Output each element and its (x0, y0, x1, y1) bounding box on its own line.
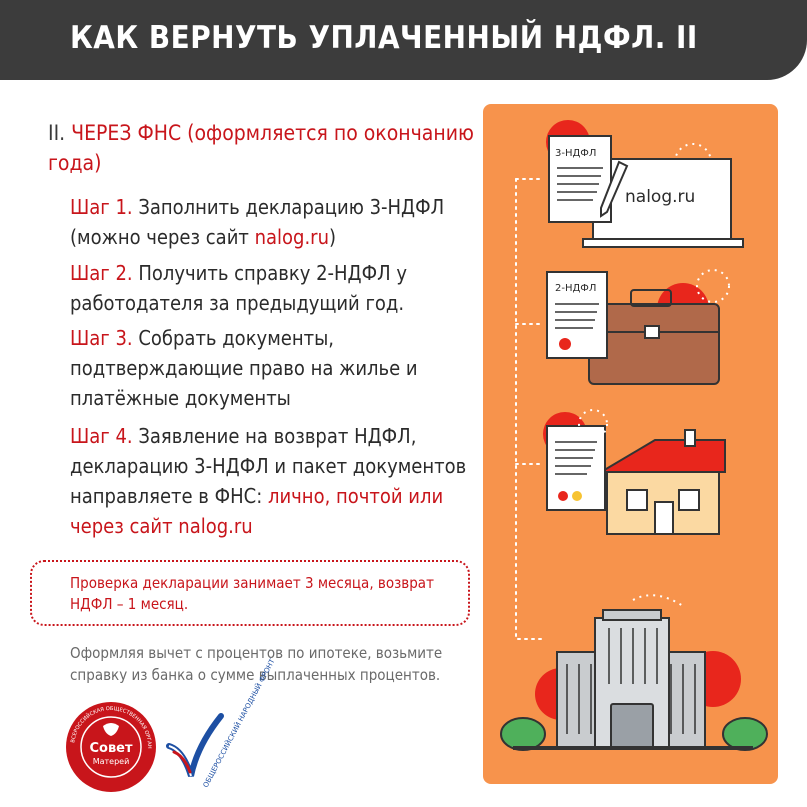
section-heading (48, 118, 478, 178)
page-title: КАК ВЕРНУТЬ УПЛАЧЕННЫЙ НДФЛ. II (70, 20, 698, 56)
step-1 (70, 192, 470, 252)
step-2-label: Шаг 2. (70, 261, 133, 285)
processing-time-notice (30, 560, 470, 626)
step-4-label: Шаг 4. (70, 424, 133, 448)
sovet-logo-main: Совет (89, 741, 133, 756)
step-2 (70, 258, 470, 318)
sovet-logo-ring: ВСЕРОССИЙСКАЯ ОБЩЕСТВЕННАЯ ОРГАН (70, 705, 153, 749)
note-text: Оформляя вычет с процентов по ипотеке, возьмите справку из банка о сумме выплаченных процентов. (70, 644, 443, 684)
onf-logo-text: ОБЩЕРОССИЙСКИЙ НАРОДНЫЙ ФРОНТ (201, 657, 277, 789)
briefcase-icon (589, 283, 719, 384)
section-number: II. (48, 121, 66, 145)
tax-office-building-icon (501, 595, 767, 750)
step-4-text: Заявление на возврат НДФЛ, декларацию 3-НДФЛ и пакет документов направляете в ФНС: (70, 424, 467, 508)
doc2-label: 2-НДФЛ (555, 283, 597, 294)
notice-text: Проверка декларации занимает 3 месяца, возврат НДФЛ – 1 месяц. (70, 574, 434, 613)
illustration-panel (483, 104, 778, 784)
step-1-after: ) (328, 225, 336, 249)
step-2-text: Получить справку 2-НДФЛ у работодателя за предыдущий год. (70, 261, 407, 315)
sovet-materey-logo (64, 700, 158, 794)
step-4 (70, 421, 470, 541)
document-application-icon (547, 410, 607, 510)
step-4-methods: лично, почтой или через сайт nalog.ru (70, 484, 444, 538)
step-3-label: Шаг 3. (70, 326, 133, 350)
step-3 (70, 323, 470, 413)
step-3-text: Собрать документы, подтверждающие право на жилье и платёжные документы (70, 326, 418, 410)
step-1-link[interactable]: nalog.ru (254, 225, 329, 249)
laptop-site-text: nalog.ru (625, 187, 696, 207)
step-1-text: Заполнить декларацию 3-НДФЛ (можно через сайт (70, 195, 445, 249)
step-1-label: Шаг 1. (70, 195, 133, 219)
section-title-text: ЧЕРЕЗ ФНС (оформляется по окончанию года) (48, 121, 474, 175)
header-bar (0, 0, 807, 80)
doc1-label: 3-НДФЛ (555, 148, 597, 159)
step-connector-line (516, 179, 543, 639)
sovet-logo-sub: Матерей (92, 757, 130, 766)
onf-logo (165, 657, 277, 794)
